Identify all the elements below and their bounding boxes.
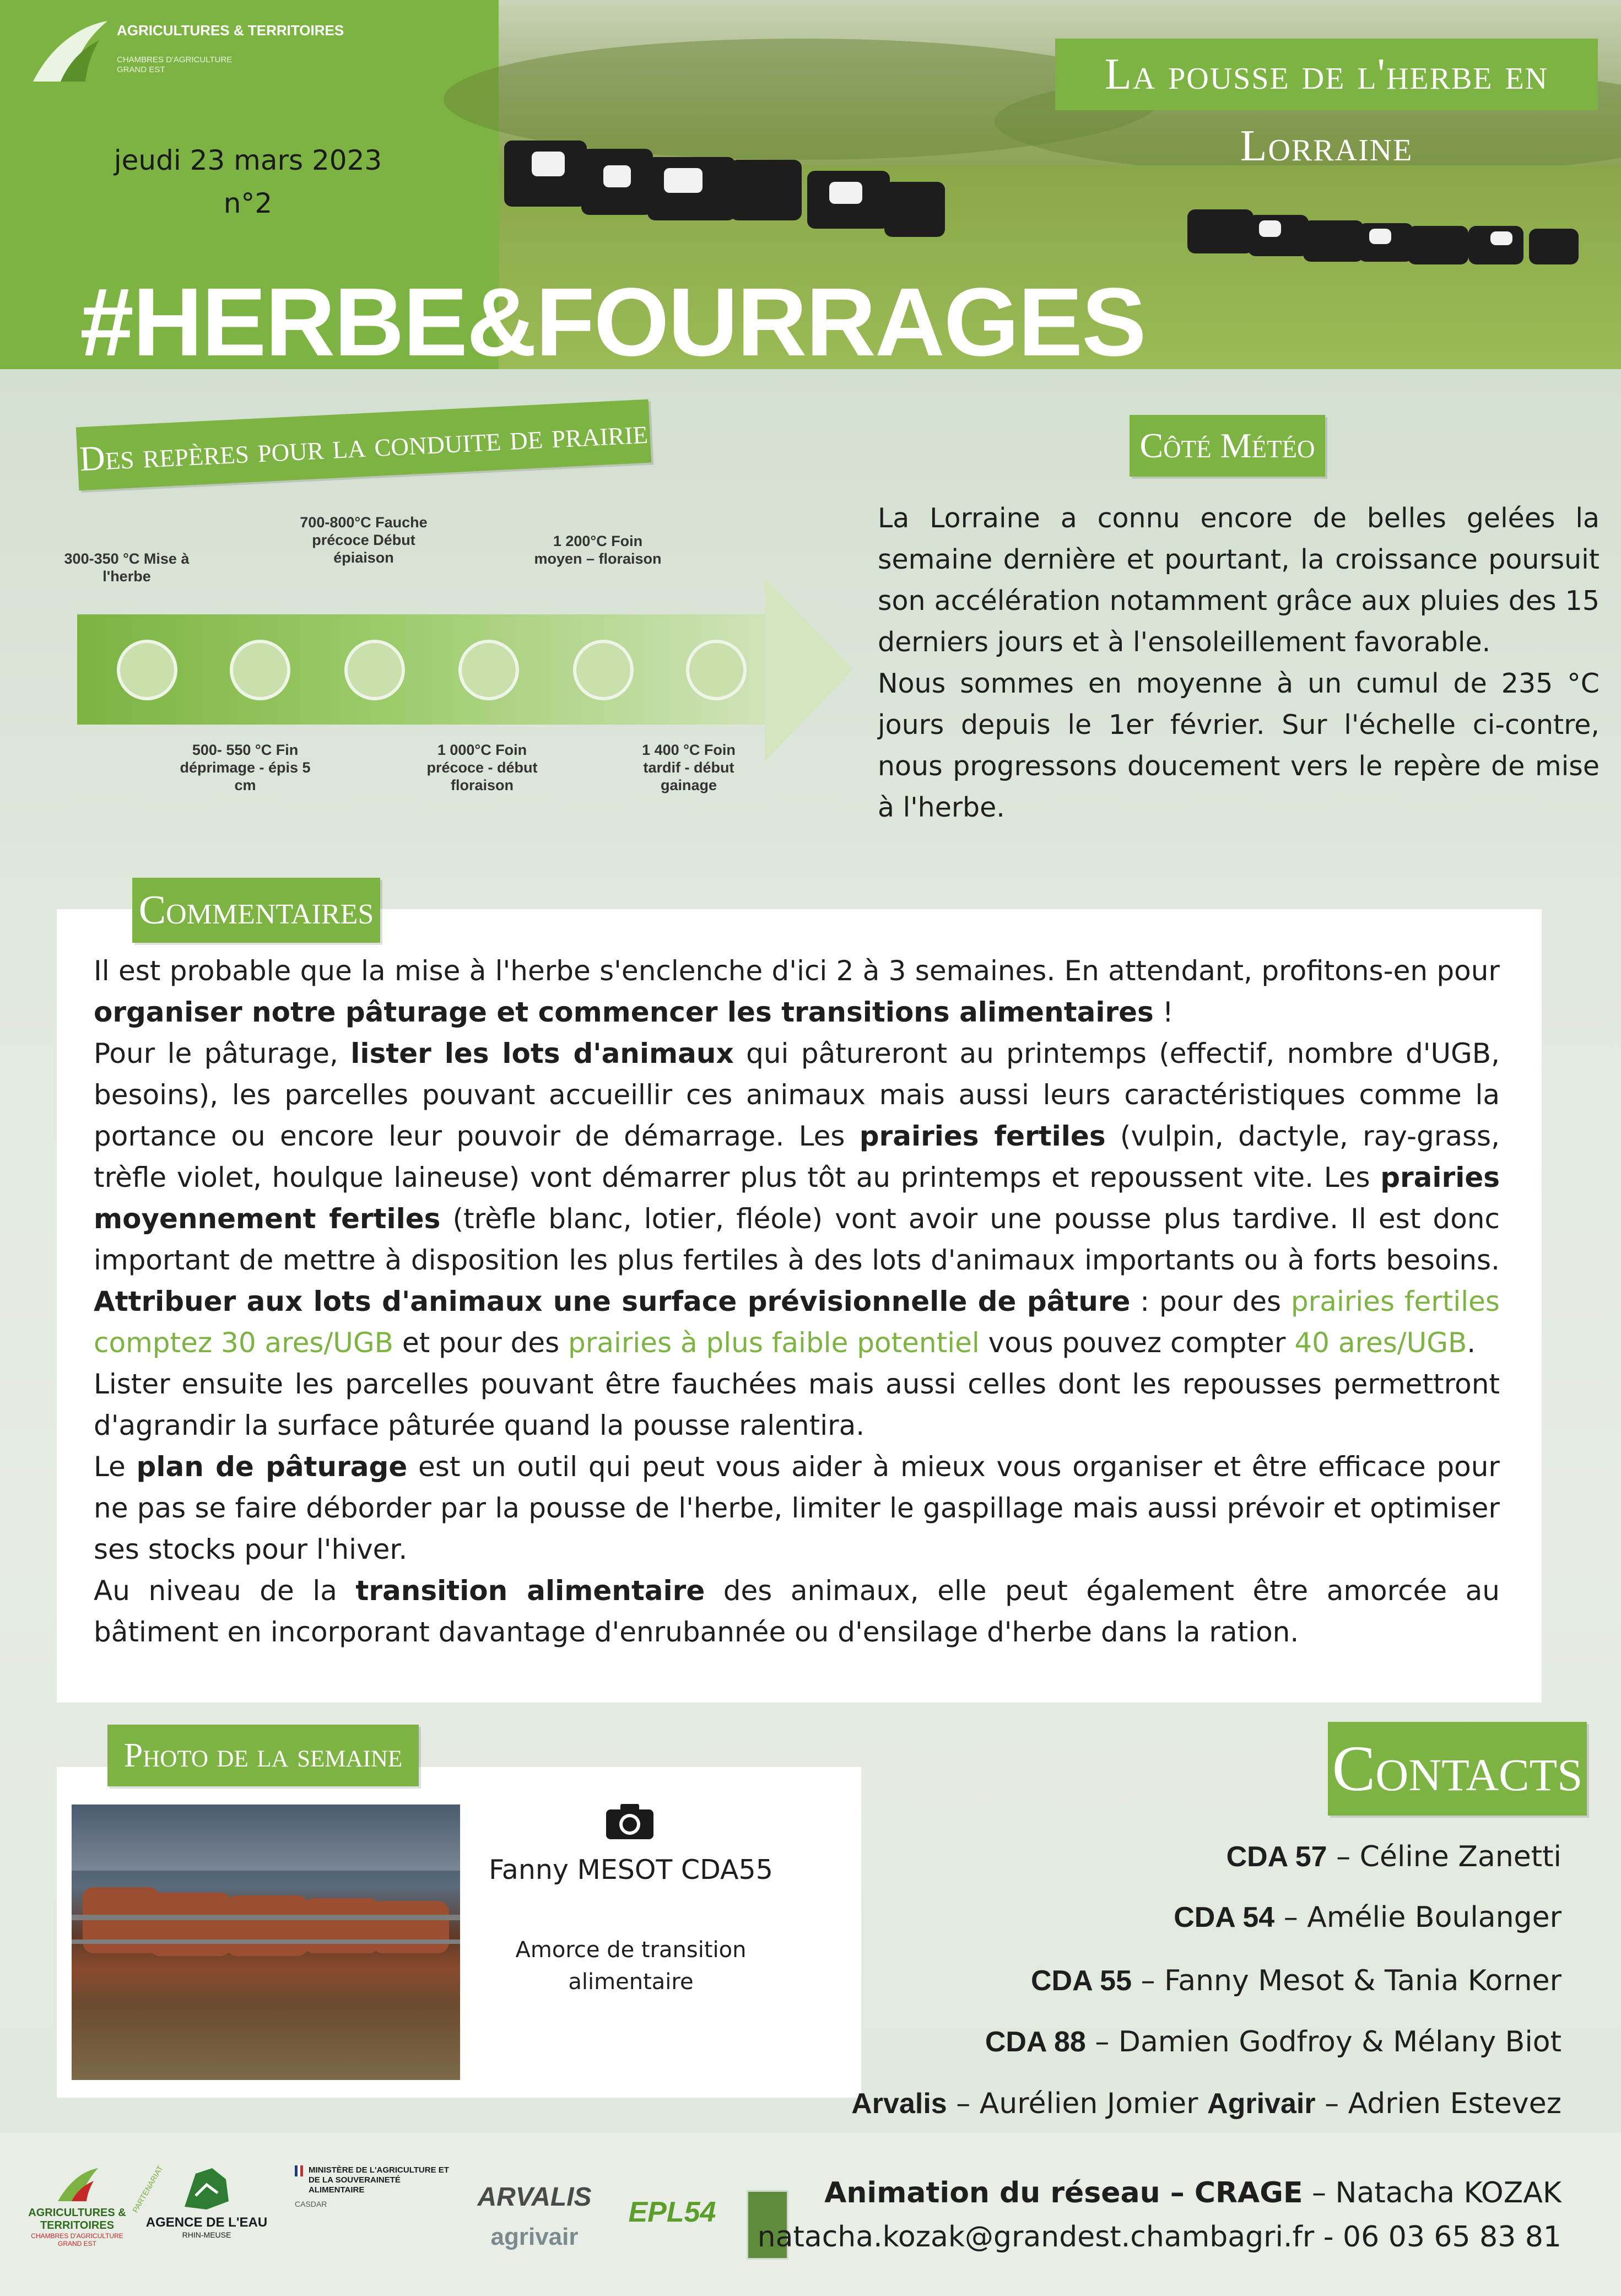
timeline-arrow-head — [765, 577, 853, 761]
agricultures-logo-icon — [28, 15, 110, 87]
footer-logo-agence-eau: PARTENARIAT AGENCE DE L'EAU RHIN-MEUSE — [132, 2163, 281, 2278]
contact-line: CDA 54 – Amélie Boulanger — [1174, 1901, 1561, 1934]
timeline-label-top: 700-800°C Fauche précoce Début épiaison — [300, 514, 428, 566]
header-logo-text: AGRICULTURES & TERRITOIRES — [117, 22, 344, 39]
network-contact-line: natacha.kozak@grandest.chambagri.fr - 06 03 65 83 81 — [757, 2221, 1561, 2254]
timeline-label-bottom: 500- 550 °C Fin déprimage - épis 5 cm — [180, 742, 311, 793]
comment-paragraph: Au niveau de la transition alimentaire des animaux, elle peut également être amorcée au bâtiment en incorporant davantage d'enrubannée ou d'ensilage d'herbe dans la ration. — [94, 1575, 1500, 1648]
footer-logo-arvalis-agrivair: ARVALIS agrivair — [477, 2182, 592, 2250]
timeline-arrow-body — [77, 614, 766, 725]
timeline-marker — [117, 640, 177, 700]
network-animation-line: Animation du réseau – CRAGE – Natacha KOZAK — [824, 2176, 1561, 2209]
timeline-label-bottom: 1 000°C Foin précoce - début floraison — [426, 742, 538, 793]
contact-line: CDA 88 – Damien Godfroy & Mélany Biot — [985, 2025, 1561, 2059]
footer-logo-epl54: EPL54 — [628, 2196, 716, 2228]
comment-paragraph: Pour le pâturage, lister les lots d'animaux qui pâtureront au printemps (effectif, nombre d'UGB, besoins), les parcelles pouvant accueillir ces animaux mais aussi leurs caractéristiques comme la portance ou encore leur pouvoir de démarrage. Les prairies fertiles (vulpin, dactyle, ray-grass, trèfle violet, houlque laineuse) vont démarrer plus tôt au printemps et repoussent vite. Les prairies moyennement fertiles (trèfle blanc, lotier, fléole) vont avoir une pousse plus tardive. Il est donc important de mettre à disposition les plus fertiles à des lots d'animaux importants ou à forts besoins. Attribuer aux lots d'animaux une surface prévisionnelle de pâture : pour des prairies fertiles comptez 30 ares/UGB et pour des prairies à plus faible potentiel vous pouvez compter 40 ares/UGB. — [94, 1038, 1500, 1359]
agence-eau-map-icon — [174, 2163, 240, 2212]
issue-date: jeudi 23 mars 2023 — [114, 144, 382, 176]
agricultures-logo-icon — [55, 2165, 99, 2204]
timeline-marker — [686, 640, 747, 700]
timeline-marker — [573, 640, 634, 700]
contact-line: Arvalis – Aurélien Jomier Agrivair – Adrien Estevez — [851, 2087, 1561, 2120]
footer-logo-ministere: MINISTÈRE DE L'AGRICULTURE ET DE LA SOUVERAINETÉ ALIMENTAIRE CASDAR — [295, 2165, 449, 2208]
header-logo-subtitle: CHAMBRES D'AGRICULTURE GRAND EST — [117, 55, 233, 74]
meteo-section-title: Côté Météo — [1130, 415, 1325, 477]
french-flag-icon — [295, 2165, 303, 2176]
footer-logo-agricultures: AGRICULTURES & TERRITOIRES CHAMBRES D'AGRICULTURE GRAND EST — [22, 2165, 132, 2276]
comment-paragraph: Il est probable que la mise à l'herbe s'enclenche d'ici 2 à 3 semaines. En attendant, profitons-en pour organiser notre pâturage et commencer les transitions alimentaires ! — [94, 955, 1500, 1028]
photo-credit: Fanny MESOT CDA55 — [489, 1854, 773, 1886]
comments-text — [94, 950, 1500, 1653]
photo-caption: Amorce de transition alimentaire — [515, 1937, 747, 1995]
contact-line: CDA 57 – Céline Zanetti — [1226, 1840, 1561, 1873]
comment-paragraph: Le plan de pâturage est un outil qui peut vous aider à mieux vous organiser et être efficace pour ne pas se faire déborder par la pousse de l'herbe, limiter le gaspillage mais aussi prévoir et optimiser ses stocks pour l'hiver. — [94, 1451, 1500, 1565]
meteo-text — [878, 498, 1600, 828]
week-photo-cattle — [72, 1805, 460, 2080]
reperes-section-title: Des repères pour la conduite de prairie — [76, 399, 651, 491]
meteo-paragraph: Nous sommes en moyenne à un cumul de 235 °C jours depuis le 1er février. Sur l'échelle ci-contre, nous progressons doucement vers le repère de mise à l'herbe. — [878, 668, 1600, 823]
timeline-marker — [458, 640, 519, 700]
timeline-marker — [230, 640, 290, 700]
meteo-paragraph: La Lorraine a connu encore de belles gelées la semaine dernière et pourtant, la croissance poursuit son accélération notamment grâce aux pluies des 15 derniers jours et à l'ensoleillement favorable. — [878, 503, 1600, 658]
issue-number: n°2 — [223, 187, 273, 219]
timeline-label-top: 1 200°C Foin moyen – floraison — [534, 533, 662, 567]
timeline-label-bottom: 1 400 °C Foin tardif - début gainage — [642, 742, 736, 793]
contact-line: CDA 55 – Fanny Mesot & Tania Korner — [1031, 1964, 1561, 1997]
contacts-section-title: Contacts — [1328, 1722, 1587, 1816]
timeline-label-top: 300-350 °C Mise à l'herbe — [64, 550, 190, 585]
camera-icon — [605, 1802, 655, 1840]
timeline-marker — [344, 640, 405, 700]
comment-paragraph: Lister ensuite les parcelles pouvant être fauchées mais aussi celles dont les repousses permettront d'agrandir la surface pâturée quand la pousse ralentira. — [94, 1368, 1500, 1441]
comments-section-title: Commentaires — [132, 878, 380, 943]
series-title: La pousse de l'herbe en Lorraine — [1055, 39, 1598, 110]
main-title: #HERBE&FOURRAGES — [80, 268, 1145, 376]
photo-section-title: Photo de la semaine — [107, 1725, 419, 1786]
